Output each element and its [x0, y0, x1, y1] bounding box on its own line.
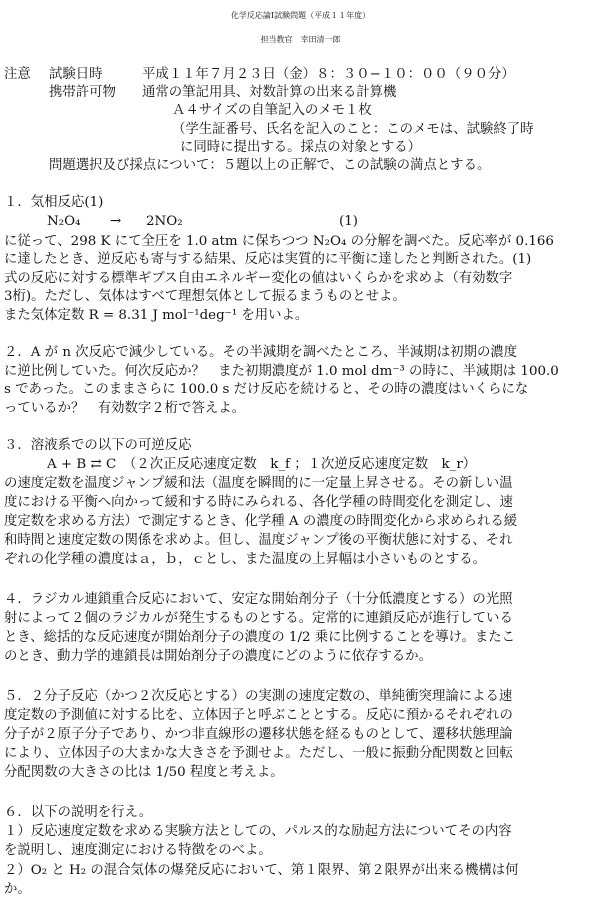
equation-left: N₂O₄: [47, 214, 81, 229]
equation-number: (1): [339, 214, 358, 229]
allowed-items-line: （学生証番号、氏名を記入のこと：このメモは、試験終了時: [172, 122, 534, 137]
paragraph-line: １）反応速度定数を求める実験方法としての、パルス的な励起方法についてその内容: [4, 824, 512, 839]
paragraph-line: 式の反応に対する標準ギブス自由エネルギー変化の値はいくらかを求めよ（有効数字: [4, 271, 513, 286]
paragraph-line: 和時間と速度定数の関係を求めよ。但し、温度ジャンプ後の平衡状態に対する、それ: [4, 533, 513, 548]
notice-label: 注意: [4, 67, 31, 82]
grading-note: 問題選択及び採点について：５題以上の正解で、この試験の満点とする。: [49, 158, 491, 173]
allowed-items-line: に同時に提出する。採点の対象とする）: [180, 140, 422, 155]
paragraph-line: に逆比例していた。何次反応か？ また初期濃度が 1.0 mol dm⁻³ の時に、半減期は 100.0: [4, 364, 559, 379]
allowed-items-line: 通常の筆記用具、対数計算の出来る計算機: [142, 85, 397, 100]
paragraph-line: ５．２分子反応（かつ２次反応とする）の実測の速度定数の、単純衝突理論による速: [4, 689, 513, 704]
paragraph-line: 3桁)。ただし、気体はすべて理想気体として振るまうものとせよ。: [4, 289, 406, 304]
paragraph-line: ２．A が n 次反応で減少している。その半減期を調べたところ、半減期は初期の濃度: [4, 345, 518, 360]
paragraph-line: 分子が２原子分子であり、かつ非直線形の遷移状態を経るものとして、遷移状態理論: [4, 727, 513, 742]
paragraph-line: s であった。このままさらに 100.0 s だけ反応を続けると、その時の濃度はいくらにな: [4, 382, 529, 397]
paragraph-line: とき、総括的な反応速度が開始剤分子の濃度の 1/2 乗に比例することを導け。またこ: [4, 630, 516, 645]
paragraph-line: に達したとき、逆反応も寄与する結果、反応は実質的に平衡に達したと判断された。(1): [4, 252, 532, 267]
allowed-items-line: Ａ４サイズの自筆記入のメモ１枚: [172, 103, 372, 118]
exam-date-label: 試験日時: [49, 67, 103, 82]
paragraph-line: に従って、298 K にて全圧を 1.0 atm に保ちつつ N₂O₄ の分解を調べた。反応率が 0.166: [4, 234, 554, 249]
question-heading: ３．溶液系での以下の可逆反応: [4, 438, 192, 453]
question-heading: ６．以下の説明を行え。: [4, 805, 153, 820]
paragraph-line: のとき、動力学的連鎖長は開始剤分子の濃度にどのように依存するか。: [4, 649, 432, 664]
equation: A + B ⇄ C （２次正反応速度定数 k_f ；１次逆反応速度定数 k_r）: [47, 457, 477, 472]
teacher-name: 担当教官 幸田清一郎: [260, 35, 341, 44]
paragraph-line: 分配関数の大きさの比は 1/50 程度と考えよ。: [4, 765, 284, 780]
paragraph-line: ぞれの化学種の濃度はａ，ｂ，ｃとし、また温度の上昇幅は小さいものとする。: [4, 552, 487, 567]
paragraph-line: ４．ラジカル連鎖重合反応において、安定な開始剤分子（十分低濃度とする）の光照: [4, 592, 513, 607]
paragraph-line: か。: [4, 882, 31, 897]
paragraph-line: により、立体因子の大まかな大きさを予測せよ。ただし、一般に振動分配関数と回転: [4, 746, 513, 761]
paragraph-line: 度における平衡へ向かって緩和する時にみられる、各化学種の時間変化を測定し、速: [4, 495, 513, 510]
paragraph-line: っているか？ 有効数字２桁で答えよ。: [4, 401, 246, 416]
paragraph-line: 度定数の予測値に対する比を、立体因子と呼ぶこととする。反応に預かるそれぞれの: [4, 708, 513, 723]
paragraph-line: また気体定数 R = 8.31 J mol⁻¹deg⁻¹ を用いよ。: [4, 308, 309, 323]
question-heading: １．気相反応(1): [4, 195, 104, 210]
exam-title: 化学反応論Ⅰ試験問題（平成１１年度）: [230, 11, 371, 20]
paragraph-line: 度定数を求める方法）で測定するとき、化学種 A の濃度の時間変化から求められる緩: [4, 514, 518, 529]
equation-arrow: →: [110, 214, 122, 229]
exam-date-value: 平成１１年７月２３日（金）８：３０−１０：００（９０分）: [142, 67, 515, 82]
paragraph-line: を説明し、速度測定における特徴をのべよ。: [4, 843, 272, 858]
equation-right: 2NO₂: [146, 214, 183, 229]
paragraph-line: 射によって２個のラジカルが発生するものとする。定常的に連鎖反応が進行している: [4, 611, 513, 626]
paragraph-line: の速度定数を温度ジャンプ緩和法（温度を瞬間的に一定量上昇させる。その新しい温: [4, 476, 513, 491]
paragraph-line: ２）O₂ と H₂ の混合気体の爆発反応において、第１限界、第２限界が出来る機構は何: [4, 863, 519, 878]
allowed-items-label: 携帯許可物: [49, 85, 116, 100]
